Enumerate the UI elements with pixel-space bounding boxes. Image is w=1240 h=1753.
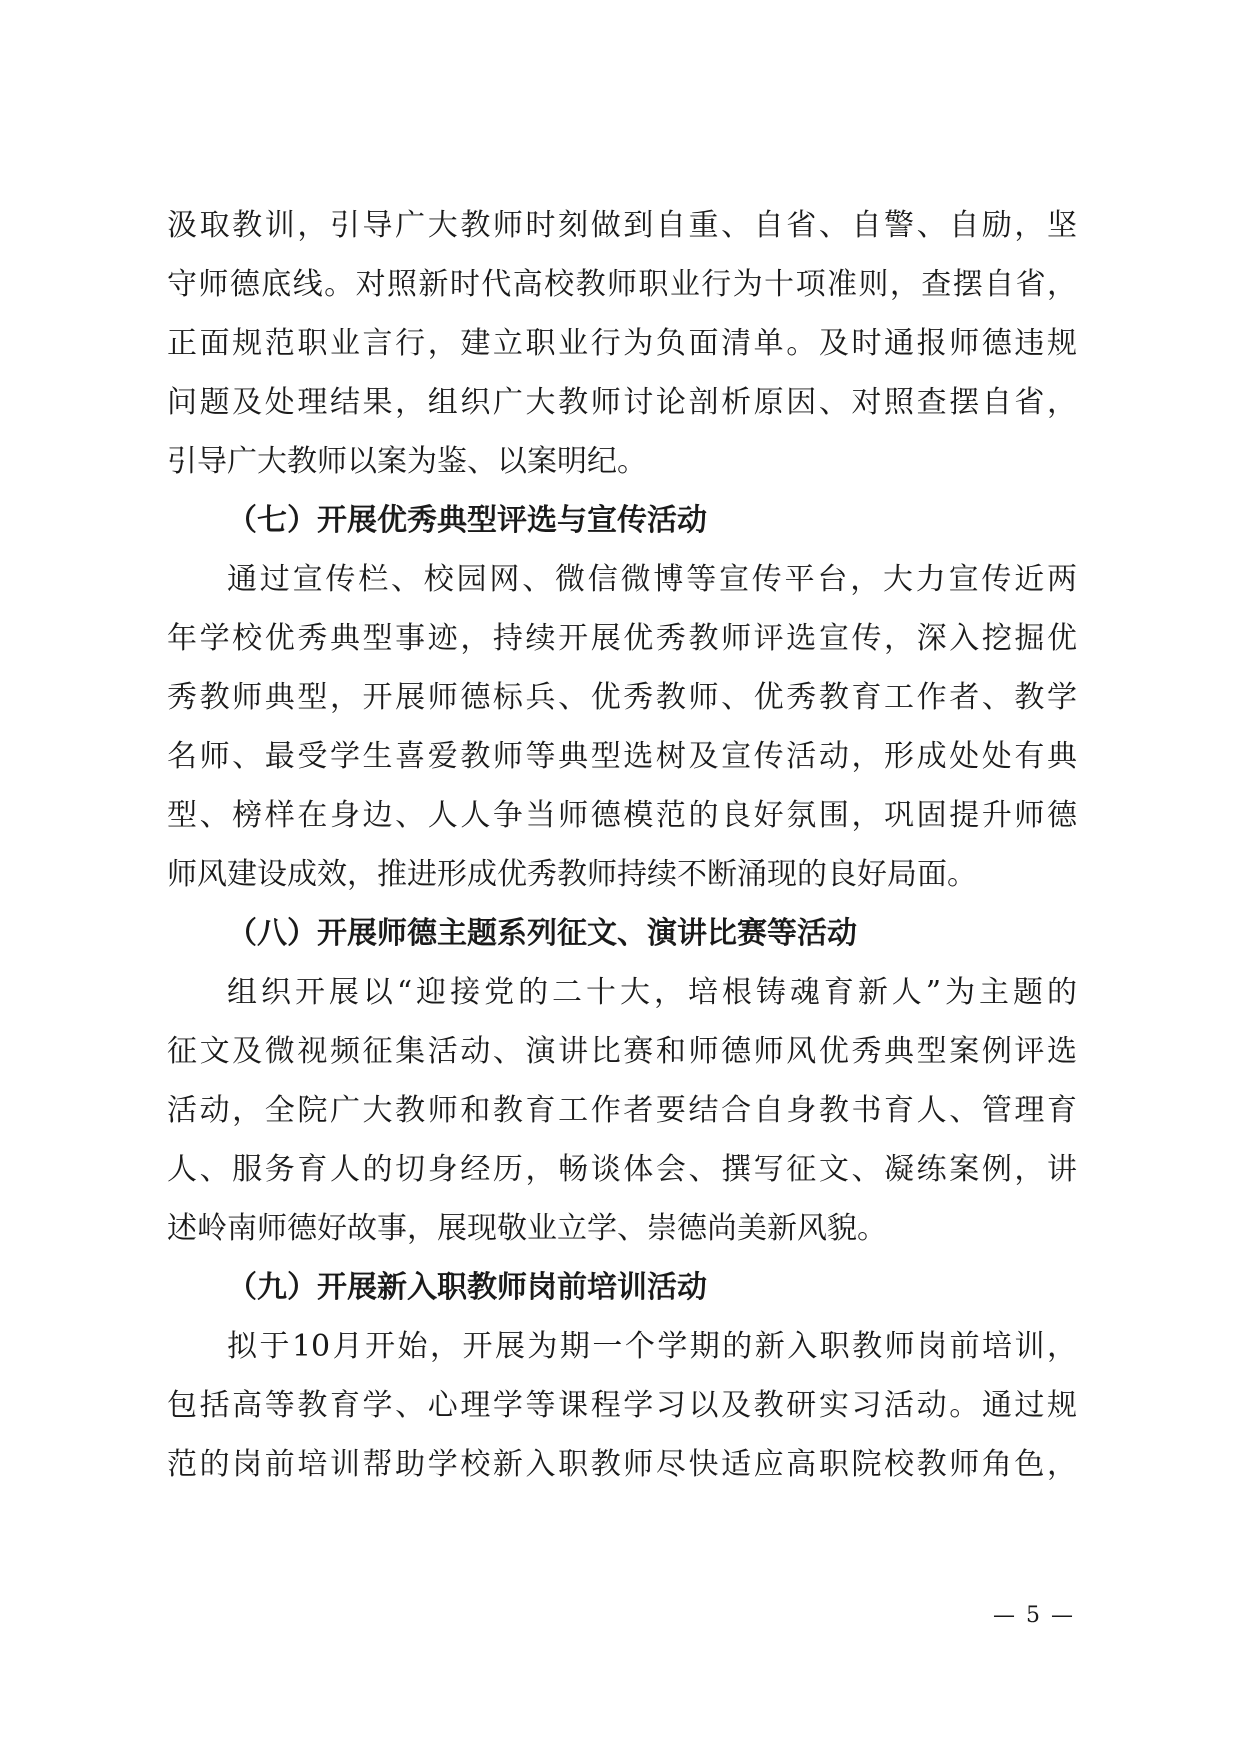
body-text-line: 范的岗前培训帮助学校新入职教师尽快适应高职院校教师角色， (167, 1447, 1077, 1482)
body-text-line: 型、榜样在身边、人人争当师德模范的良好氛围，巩固提升师德 (167, 798, 1077, 833)
body-text-line: 拟于10月开始，开展为期一个学期的新入职教师岗前培训， (227, 1329, 1077, 1364)
body-text-line: 年学校优秀典型事迹，持续开展优秀教师评选宣传，深入挖掘优 (167, 621, 1077, 656)
body-text-line: 秀教师典型，开展师德标兵、优秀教师、优秀教育工作者、教学 (167, 680, 1077, 715)
page-number: — 5 — (993, 1603, 1075, 1628)
body-text-line: 组织开展以“迎接党的二十大，培根铸魂育新人”为主题的 (227, 975, 1077, 1010)
body-text-line: 汲取教训，引导广大教师时刻做到自重、自省、自警、自励，坚 (167, 208, 1077, 243)
section-heading-7: （七）开展优秀典型评选与宣传活动 (227, 503, 707, 538)
body-text-line: 守师德底线。对照新时代高校教师职业行为十项准则，查摆自省， (167, 267, 1077, 302)
body-text-line: 通过宣传栏、校园网、微信微博等宣传平台，大力宣传近两 (227, 562, 1077, 597)
body-text-line: 包括高等教育学、心理学等课程学习以及教研实习活动。通过规 (167, 1388, 1077, 1423)
body-text-line: 活动，全院广大教师和教育工作者要结合自身教书育人、管理育 (167, 1093, 1077, 1128)
body-text-line: 征文及微视频征集活动、演讲比赛和师德师风优秀典型案例评选 (167, 1034, 1077, 1069)
body-text-line: 述岭南师德好故事，展现敬业立学、崇德尚美新风貌。 (167, 1211, 887, 1246)
body-text-line: 正面规范职业言行，建立职业行为负面清单。及时通报师德违规 (167, 326, 1077, 361)
body-text-line: 名师、最受学生喜爱教师等典型选树及宣传活动，形成处处有典 (167, 739, 1077, 774)
body-text-line: 引导广大教师以案为鉴、以案明纪。 (167, 444, 647, 479)
section-heading-8: （八）开展师德主题系列征文、演讲比赛等活动 (227, 916, 857, 951)
body-text-line: 人、服务育人的切身经历，畅谈体会、撰写征文、凝练案例，讲 (167, 1152, 1077, 1187)
body-text-line: 师风建设成效，推进形成优秀教师持续不断涌现的良好局面。 (167, 857, 977, 892)
section-heading-9: （九）开展新入职教师岗前培训活动 (227, 1270, 707, 1305)
body-text-line: 问题及处理结果，组织广大教师讨论剖析原因、对照查摆自省， (167, 385, 1077, 420)
